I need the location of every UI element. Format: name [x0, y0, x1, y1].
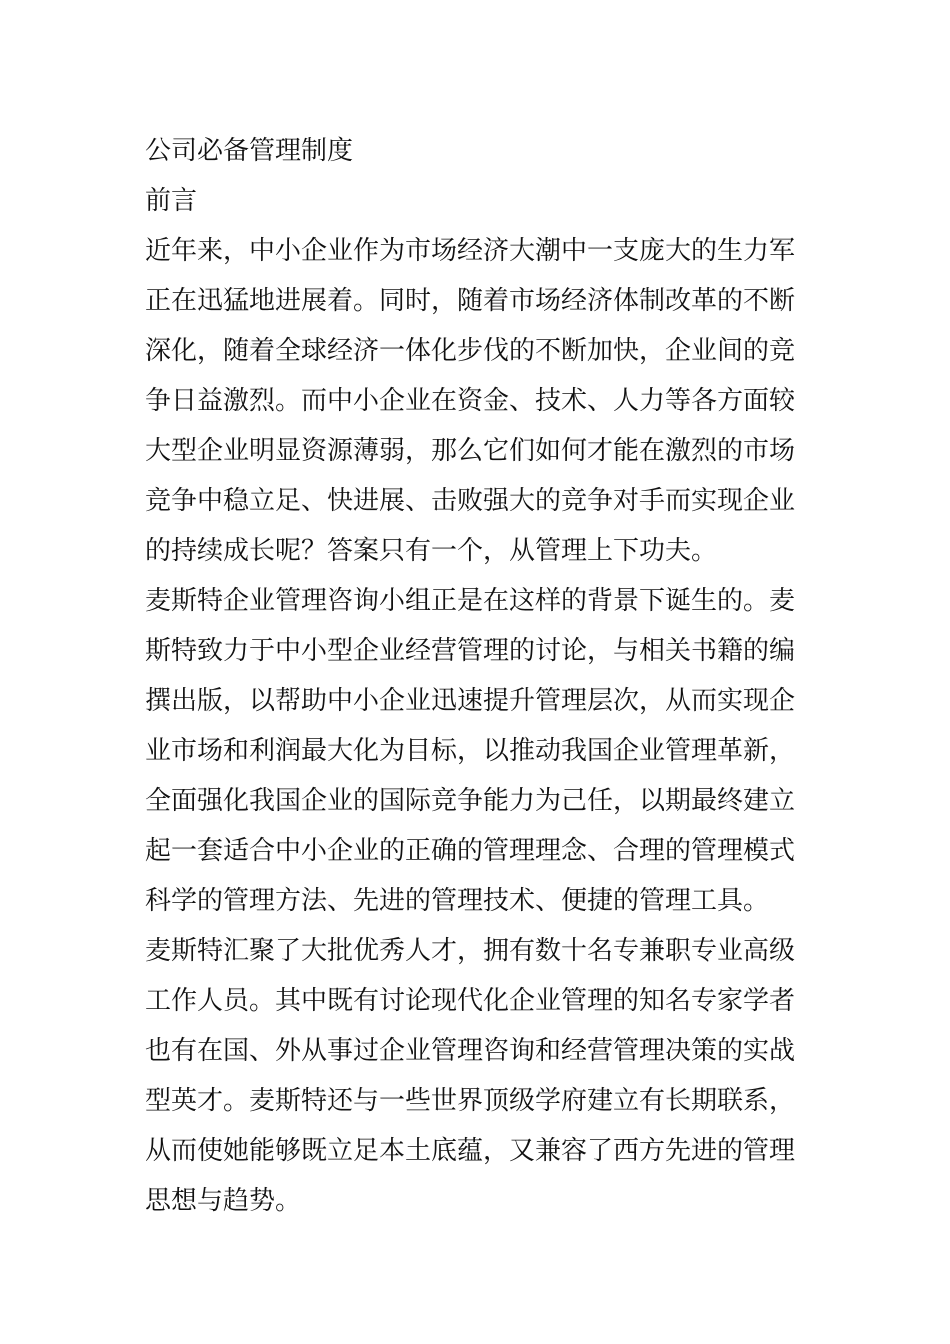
paragraph-line: 大型企业明显资源薄弱，那么它们如何才能在激烈的市场 [145, 436, 796, 466]
paragraph-line: 从而使她能够既立足本土底蕴，又兼容了西方先进的管理 [145, 1136, 796, 1166]
paragraph-line: 工作人员。其中既有讨论现代化企业管理的知名专家学者 [145, 986, 796, 1016]
paragraph-line: 起一套适合中小企业的正确的管理理念、合理的管理模式 [145, 836, 796, 866]
paragraph-1 [145, 226, 810, 576]
paragraph-line: 正在迅猛地进展着。同时，随着市场经济体制改革的不断 [145, 286, 796, 316]
paragraph-line: 科学的管理方法、先进的管理技术、便捷的管理工具。 [145, 886, 770, 916]
paragraph-line: 撰出版，以帮助中小企业迅速提升管理层次，从而实现企 [145, 686, 796, 716]
paragraph-line: 竞争中稳立足、快进展、击败强大的竞争对手而实现企业 [145, 486, 796, 516]
paragraph-line: 的持续成长呢？答案只有一个，从管理上下功夫。 [145, 536, 718, 566]
paragraph-line: 麦斯特企业管理咨询小组正是在这样的背景下诞生的。麦 [145, 586, 796, 616]
paragraph-line: 近年来，中小企业作为市场经济大潮中一支庞大的生力军 [145, 236, 796, 266]
paragraph-line: 业市场和利润最大化为目标，以推动我国企业管理革新， [145, 736, 796, 766]
paragraph-line: 深化，随着全球经济一体化步伐的不断加快，企业间的竞 [145, 336, 796, 366]
paragraph-line: 也有在国、外从事过企业管理咨询和经营管理决策的实战 [145, 1036, 796, 1066]
paragraph-line: 思想与趋势。 [145, 1186, 302, 1216]
document-body [145, 126, 810, 1226]
paragraph-line: 全面强化我国企业的国际竞争能力为己任，以期最终建立 [145, 786, 796, 816]
paragraph-line: 斯特致力于中小型企业经营管理的讨论，与相关书籍的编 [145, 636, 796, 666]
paragraph-3 [145, 926, 810, 1226]
document-title: 公司必备管理制度 [145, 136, 354, 166]
section-heading: 前言 [145, 186, 198, 216]
paragraph-2 [145, 576, 810, 926]
paragraph-line: 型英才。麦斯特还与一些世界顶级学府建立有长期联系， [145, 1086, 796, 1116]
paragraph-line: 麦斯特汇聚了大批优秀人才，拥有数十名专兼职专业高级 [145, 936, 796, 966]
paragraph-line: 争日益激烈。而中小企业在资金、技术、人力等各方面较 [145, 386, 796, 416]
